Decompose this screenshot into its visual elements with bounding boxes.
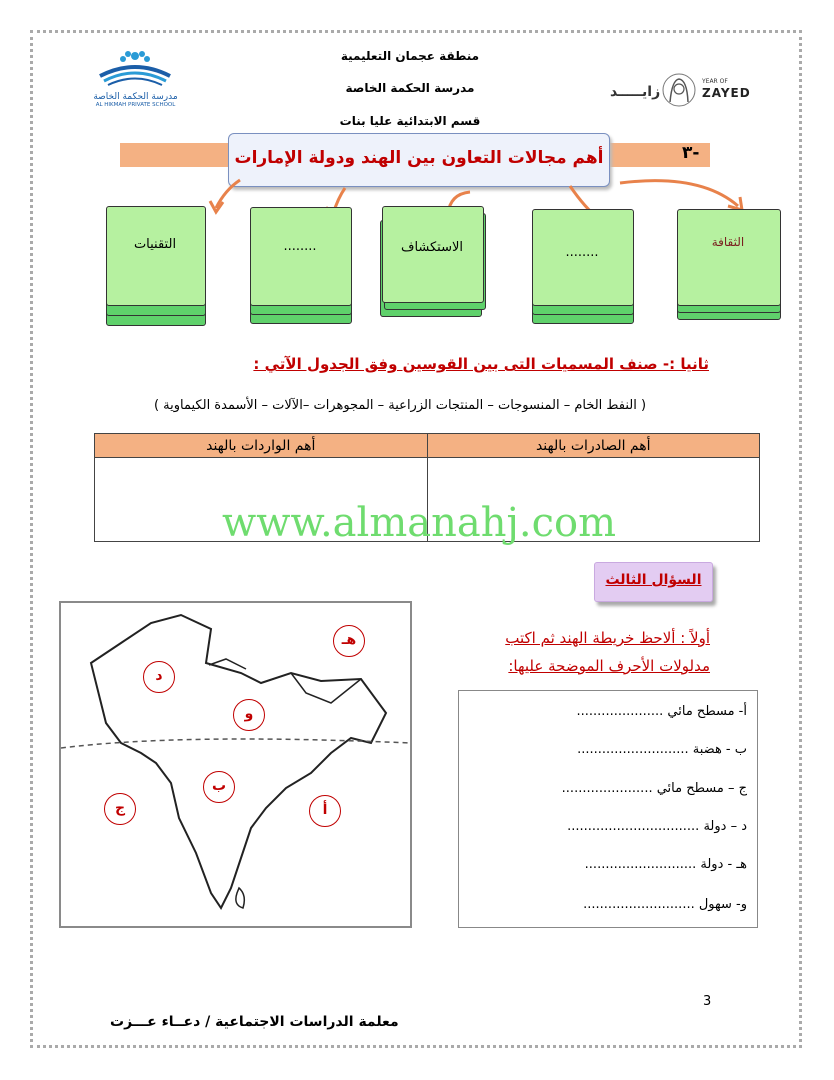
field-box-technologies [106, 206, 204, 304]
field-box-culture-label: الثقافة [711, 235, 745, 249]
header-line-2: مدرسة الحكمة الخاصة [345, 81, 475, 95]
section-3-number: -٣ [682, 143, 700, 163]
field-box-culture [677, 209, 779, 304]
answer-line-d[interactable]: د – دولة ................................ [567, 819, 747, 834]
answer-line-b[interactable]: ب - هضبة ........................... [577, 742, 747, 757]
field-box-blank-2-label: ........ [283, 239, 317, 254]
answer-line-j[interactable]: ج – مسطح مائي ...................... [561, 781, 747, 796]
header-line-3: قسم الابتدائية عليا بنات [339, 114, 481, 128]
header-line-1: منطقة عجمان التعليمية [340, 49, 480, 63]
zayed-english-label: ZAYED [702, 86, 751, 100]
section-two-items: ( النفط الخام – المنسوجات – المنتجات الزراعية – المجوهرات –الآلات – الأسمدة الكيماوية ) [153, 398, 647, 413]
field-box-blank-1-label: ........ [565, 245, 599, 260]
zayed-year-label: YEAR OF [702, 78, 728, 85]
answer-line-h[interactable]: هـ - دولة ........................... [584, 857, 747, 872]
map-letter-d: د [143, 661, 175, 693]
answers-box [458, 690, 758, 928]
arrow-to-box-1 [620, 181, 738, 206]
zayed-portrait-icon [662, 72, 696, 108]
school-logo-english: AL HIKMAH PRIVATE SCHOOL [95, 102, 176, 108]
map-letter-j: ج [104, 793, 136, 825]
india-map [59, 601, 412, 928]
field-box-blank-2[interactable] [250, 207, 350, 304]
arrow-to-box-5 [216, 180, 240, 208]
zayed-arabic-text: زايـــــد [610, 84, 661, 100]
question-3-title: السؤال الثالث [605, 572, 702, 588]
imports-header: أهم الواردات بالهند [95, 434, 428, 458]
field-box-exploration [382, 206, 482, 301]
question-3-instruction-2: مدلولات الأحرف الموضحة عليها: [508, 657, 710, 675]
question-3-label-box [594, 562, 713, 602]
field-box-technologies-label: التقنيات [133, 237, 177, 252]
field-box-blank-1[interactable] [532, 209, 632, 304]
question-3-instruction-1: أولاً : ألاحظ خريطة الهند ثم اكتب [505, 629, 710, 647]
footer-teacher: معلمة الدراسات الاجتماعية / دعــاء عـــزت [110, 1014, 399, 1030]
map-letter-h: هـ [333, 625, 365, 657]
answer-line-a[interactable]: أ- مسطح مائي ..................... [576, 704, 747, 719]
watermark: www.almanahj.com [222, 500, 617, 546]
section-two-title: ثانيا :- صنف المسميات التى بين القوسين وفق الجدول الآتي : [253, 355, 709, 373]
school-logo-icon [88, 48, 183, 88]
year-of-zayed-logo [610, 72, 760, 108]
map-letter-w: و [233, 699, 265, 731]
page-number: 3 [703, 994, 712, 1009]
map-letter-a: أ [309, 795, 341, 827]
exports-header: أهم الصادرات بالهند [427, 434, 760, 458]
answer-line-w[interactable]: و- سهول ........................... [583, 897, 747, 912]
map-letter-b: ب [203, 771, 235, 803]
school-logo-arabic: مدرسة الحكمة الخاصة [93, 92, 178, 102]
section-3-banner-title: أهم مجالات التعاون بين الهند ودولة الإمارات [234, 148, 604, 168]
field-box-exploration-label: الاستكشاف [400, 240, 464, 255]
school-logo [88, 48, 183, 106]
